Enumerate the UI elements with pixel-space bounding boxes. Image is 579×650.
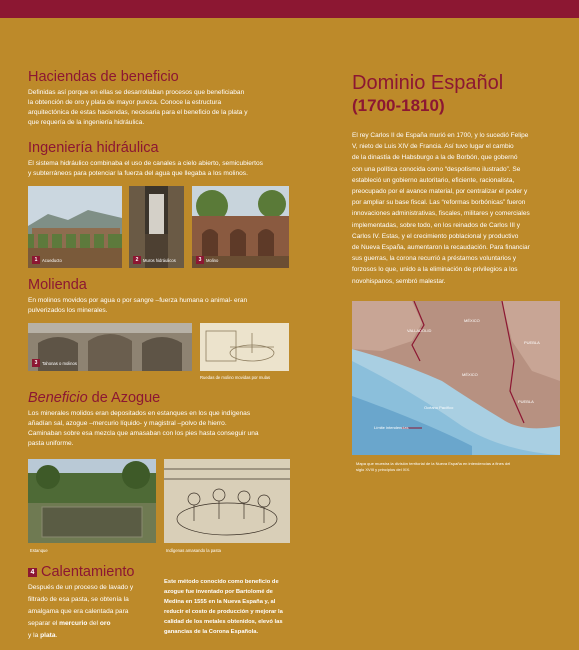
calentamiento-text [28, 582, 168, 642]
text-line: ganancias de la Corona Española. [164, 629, 259, 635]
calentamiento-title: Calentamiento [41, 564, 135, 580]
text-line: añadían sal, azogue –mercurio líquido- y magistral –polvo de hierro. [28, 420, 227, 427]
photo-caption: Tahonas o molinos [42, 360, 77, 366]
text-fragment: y la [28, 632, 41, 639]
text-line: En molinos movidos por agua o por sangre –fuerza humana o animal- eran [28, 297, 248, 304]
text-line: V, nieto de Luis XIV de Francia. Así tuvo lugar el cambio [352, 143, 514, 151]
photo-tag [32, 256, 62, 264]
calentamiento-heading [28, 564, 135, 581]
azogue-title-rest: de Azogue [87, 390, 161, 406]
mill-photo [192, 186, 289, 268]
text-line: implementadas, sobre todo, en los reinados de Carlos III y [352, 221, 521, 229]
ingenieria-text [28, 159, 308, 179]
dominio-text [352, 130, 567, 287]
text-fragment: . [55, 632, 58, 639]
text-line: pasta uniforme. [28, 440, 74, 447]
sketch-caption: Ruedas de molino movidas por mulas [200, 375, 271, 380]
photo-tag [133, 256, 176, 264]
text-line: amalgama que era calentada para [28, 608, 129, 615]
plata-word: plata [40, 632, 56, 639]
text-line: Mapa que muestra la división territorial de la Nueva España en intendencias a fines del [356, 461, 511, 466]
text-line: novohispanos, sembró malestar. [352, 277, 446, 285]
text-line: Caminaban sobre esa mezcla que amasaban con los pies hasta conseguir una [28, 430, 259, 437]
text-line: innovaciones administrativas, fiscales, militares y comerciales [352, 210, 530, 218]
photo-number: 3 [32, 359, 40, 367]
text-line: El sistema hidráulico combinaba el uso de canales a cielo abierto, semicubiertos [28, 160, 263, 167]
photo-caption: Muros hidráulicos [143, 257, 176, 263]
intendencias-map [352, 301, 560, 455]
photo-caption: Acueducto [42, 257, 62, 263]
estanque-photo [28, 459, 156, 543]
text-line: que requería de la ingeniería hidráulica. [28, 119, 145, 126]
text-line [28, 618, 168, 630]
text-line: de la dinastía de Habsburgo a la de Borbón, que gobernó [352, 154, 518, 162]
photo-number: 2 [133, 256, 141, 264]
photo-tag [196, 256, 218, 264]
text-fragment: separar el [28, 620, 60, 627]
text-line: Definidas así porque en ellas se desarrollaban procesos que beneficiaban [28, 89, 245, 96]
azogue-text [28, 409, 318, 449]
text-line: por ampliar su base fiscal. Las “reformas borbónicas” fueron [352, 199, 526, 207]
photo-number: 1 [32, 256, 40, 264]
step-number-badge: 4 [28, 568, 37, 577]
text-line: Medina en 1555 en la Nueva España y, al [164, 599, 276, 605]
oro-word: oro [99, 620, 111, 627]
map-label-valladolid: VALLADOLID [407, 328, 432, 333]
map-label-puebla-south: PUEBLA [518, 399, 534, 404]
text-line: siglo XVIII y principios del XIX. [356, 467, 411, 472]
dominio-title: Dominio Español [352, 72, 504, 94]
photo-number: 3 [196, 256, 204, 264]
mercurio-word: mercurio [59, 620, 88, 627]
text-line: la obtención de oro y plata de mayor pureza. Conoce la estructura [28, 99, 222, 106]
text-line: Este método conocido como beneficio de [164, 579, 279, 585]
text-line: arquitectónica de estas haciendas, necesaria para el beneficio de la plata y [28, 109, 248, 116]
photo-caption: Molino [206, 257, 219, 263]
aqueduct-photo [28, 186, 122, 268]
map-label-ocean: Océano Pacífico [424, 405, 454, 410]
text-line: Carlos IV. Estas, y el crecimiento poblacional y productivo [352, 232, 519, 240]
mill-sketch [200, 323, 289, 371]
haciendas-title: Haciendas de beneficio [28, 69, 179, 85]
ingenieria-title: Ingeniería hidráulica [28, 140, 159, 156]
engraving-caption: Indígenas amasando la pasta [166, 548, 221, 553]
text-line: azogue fue inventado por Bartolomé de [164, 589, 273, 595]
map-label-puebla-north: PUEBLA [524, 340, 540, 345]
hydraulic-walls-photo [129, 186, 184, 268]
engraving-photo [164, 459, 290, 543]
top-banner [0, 0, 579, 18]
metodo-text [164, 577, 294, 637]
text-line: de Nueva España, aumentaron la recaudación. Para financiar [352, 244, 530, 252]
dominio-subtitle: (1700-1810) [352, 96, 445, 115]
haciendas-text [28, 88, 298, 128]
azogue-title [28, 390, 160, 407]
text-line: El rey Carlos II de España murió en 1700, y lo sucedió Felipe [352, 132, 529, 139]
azogue-title-italic: Beneficio [28, 390, 88, 406]
text-line: Los minerales molidos eran depositados en estanques en los que indígenas [28, 410, 251, 417]
text-line: forzosos lo que, unido a la eliminación de privilegios a los [352, 266, 518, 274]
molienda-text [28, 296, 308, 316]
tahonas-photo [28, 323, 192, 371]
estanque-caption: Estanque [30, 548, 48, 553]
text-fragment: del [87, 620, 100, 627]
molienda-title: Molienda [28, 277, 87, 293]
map-label-mexico-south: MÉXICO [462, 372, 478, 377]
text-line: sus guerras, la corona recurrió a préstamos voluntarios y [352, 255, 517, 263]
text-line: calidad de los metales obtenidos, elevó las [164, 619, 283, 625]
map-caption [356, 461, 561, 473]
text-line: filtrado de esa pasta, se obtenía la [28, 596, 129, 603]
photo-tag [32, 359, 77, 367]
text-line: pulverizados los minerales. [28, 307, 108, 314]
text-line: reducir el costo de producción y mejorar la [164, 609, 283, 615]
text-line: estableció un gobierno autoritario, eficiente, racionalista, [352, 176, 515, 184]
text-line: con una política conocida como “despotismo ilustrado”. Se [352, 165, 521, 173]
map-label-mexico-north: MÉXICO [464, 318, 480, 323]
text-line: y subterráneos para potenciar la fuerza del agua que llegaba a los molinos. [28, 170, 248, 177]
text-line [28, 630, 168, 642]
text-line: Después de un proceso de lavado y [28, 584, 134, 591]
map-legend-limite: Límite intendencias [374, 425, 409, 430]
text-line: preocupado por el avance material, por centralizar el poder y [352, 188, 528, 196]
